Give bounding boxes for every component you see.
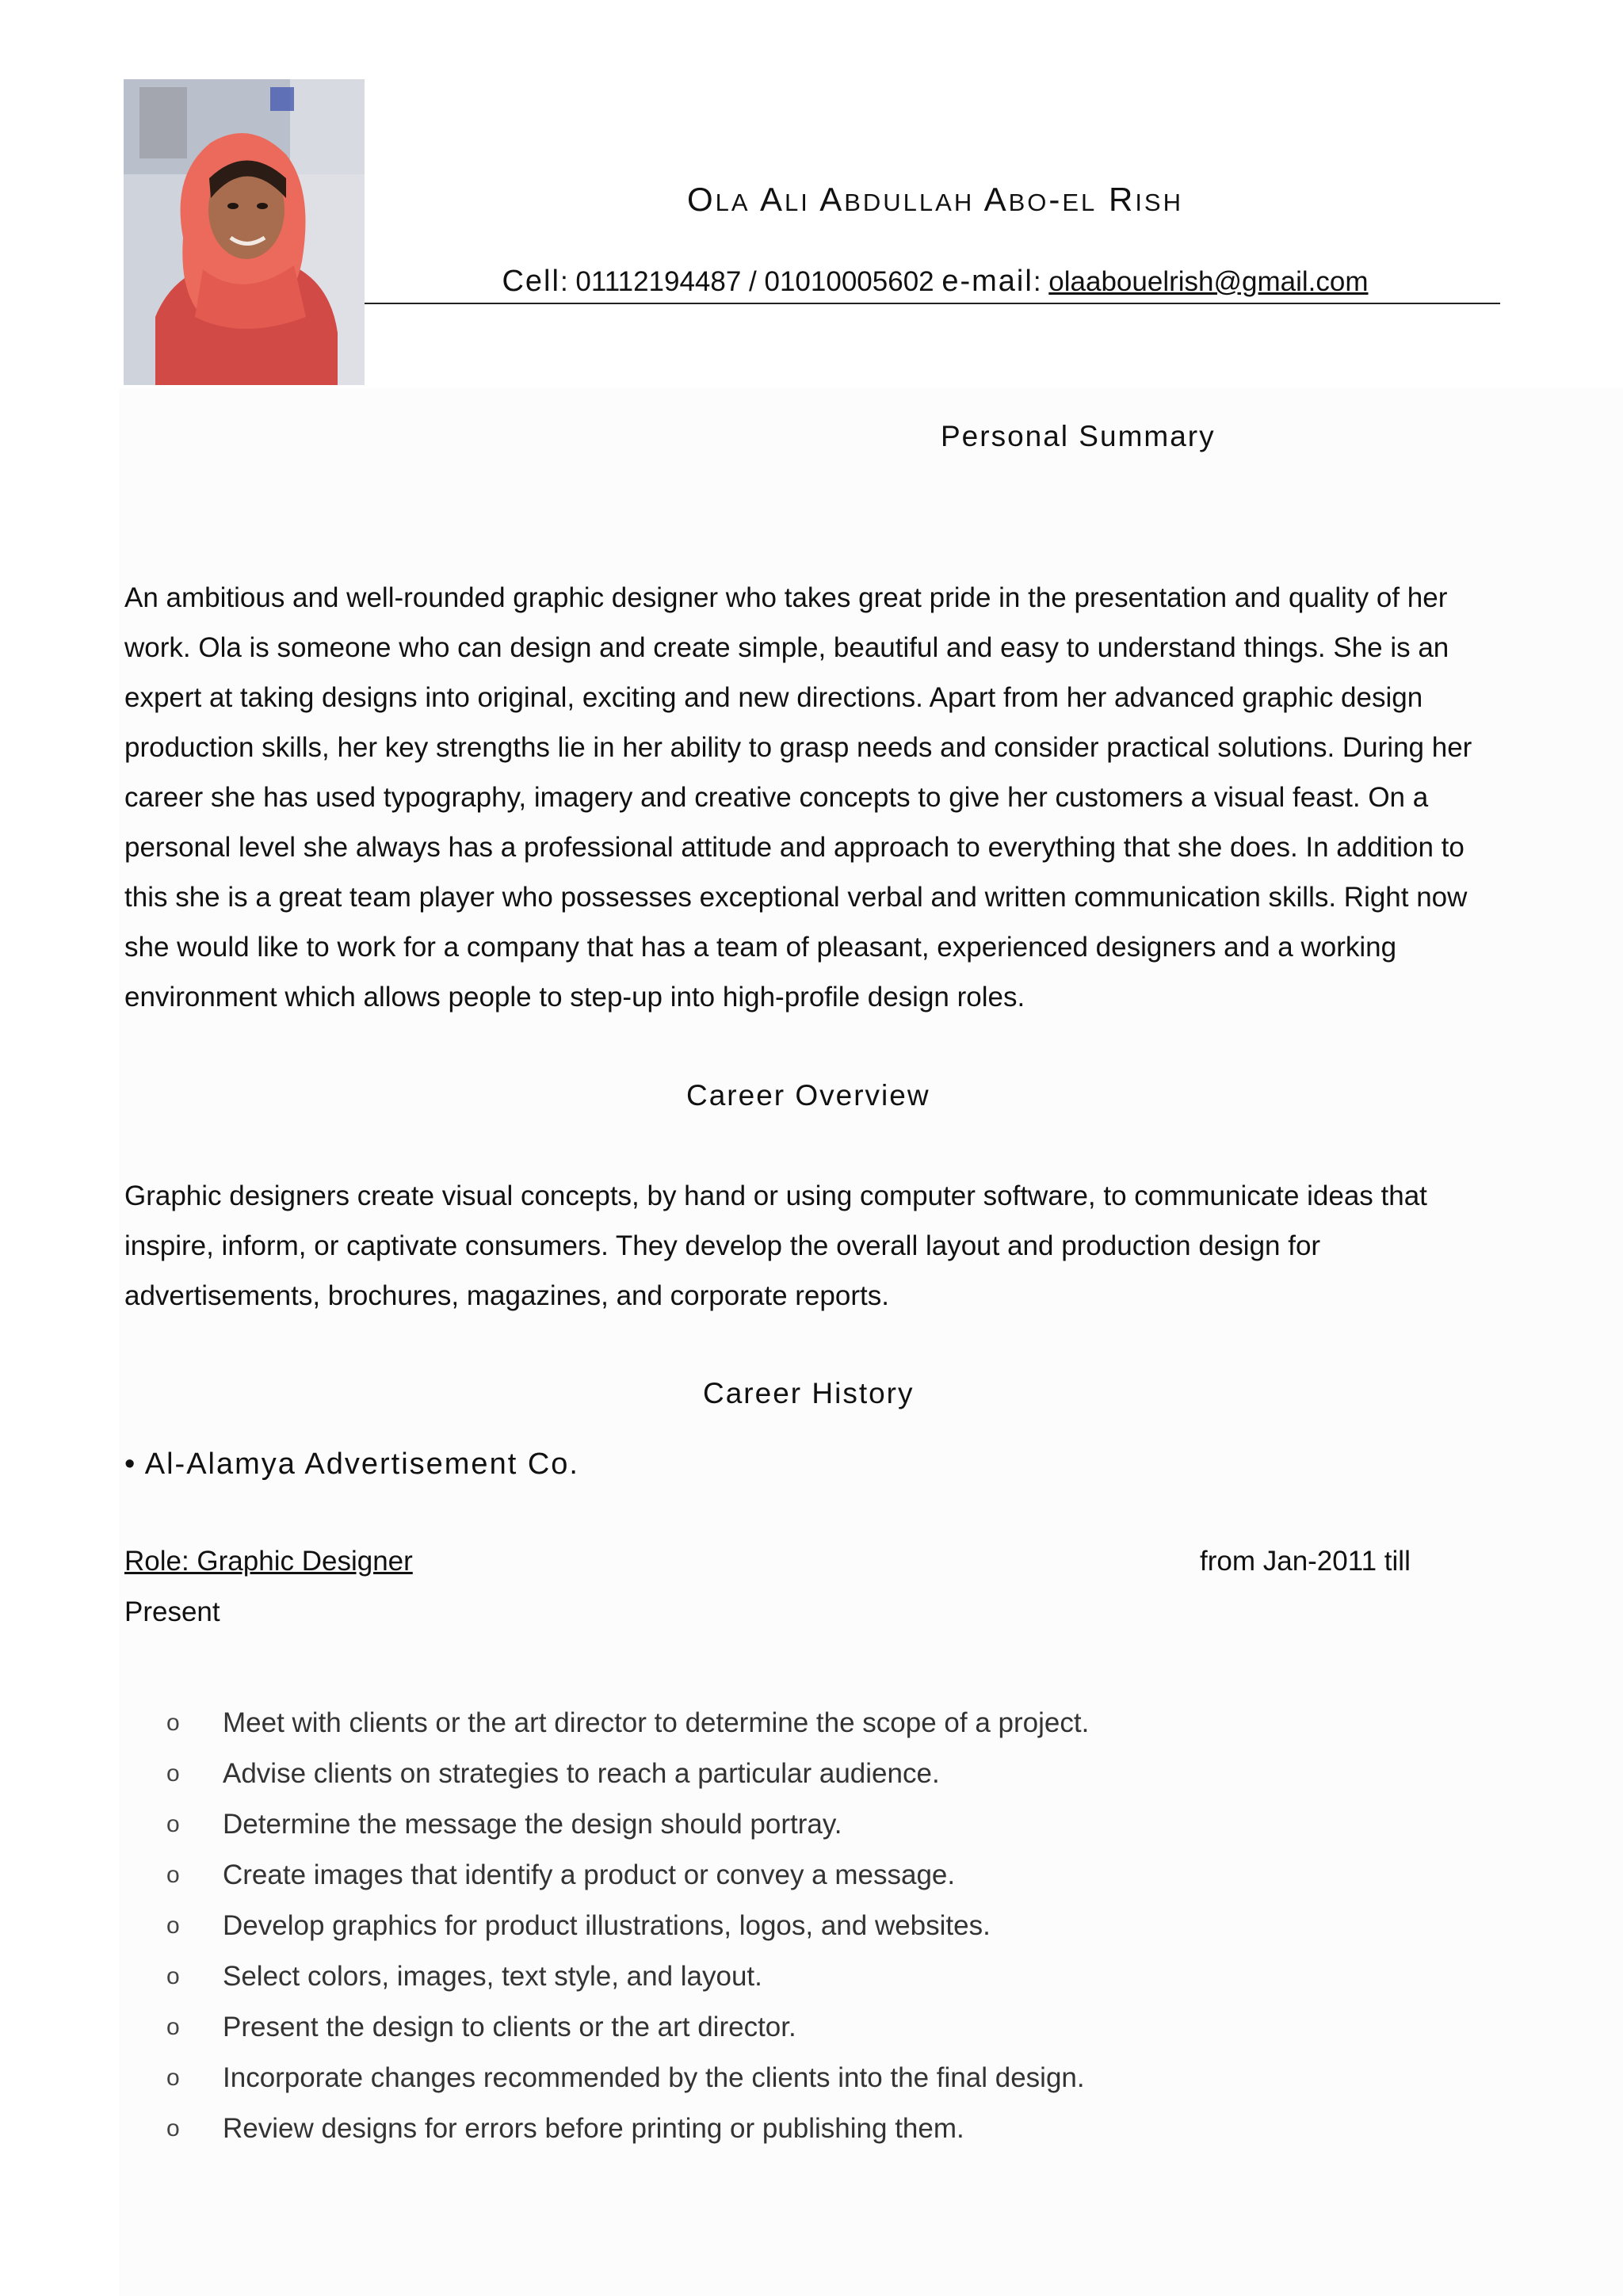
candidate-name <box>365 181 1506 219</box>
bullet-icon: o <box>166 1963 180 1989</box>
cell-label: Cell <box>502 265 560 298</box>
header-divider <box>365 303 1500 304</box>
list-item <box>166 2103 1514 2154</box>
list-item <box>166 1901 1514 1951</box>
duty-text: Create images that identify a product or convey a message. <box>223 1859 956 1890</box>
career-history-heading: Career History <box>703 1377 915 1409</box>
job-period-continued: Present <box>124 1596 220 1627</box>
duties-list <box>166 1698 1514 2154</box>
duty-text: Incorporate changes recommended by the clients into the final design. <box>223 2062 1085 2093</box>
bullet-icon: o <box>166 1913 180 1939</box>
duty-text: Develop graphics for product illustrations, logos, and websites. <box>223 1910 991 1941</box>
cell-value: 01112194487 / 01010005602 <box>575 266 934 297</box>
profile-photo-image <box>124 79 365 385</box>
career-overview-heading: Career Overview <box>686 1079 930 1112</box>
email-label: e-mail <box>941 265 1033 298</box>
career-overview-text: Graphic designers create visual concepts, by hand or using computer software, to communicate ideas that inspire, inform, or captivate consumers. They develop the overall layout and production design for advertisements, brochures, magazines, and corporate reports. <box>124 1180 1427 1311</box>
company-name: • Al-Alamya Advertisement Co. <box>124 1447 579 1481</box>
list-item <box>166 1698 1514 1749</box>
personal-summary-heading: Personal Summary <box>941 420 1216 452</box>
list-item <box>166 2002 1514 2053</box>
candidate-name-text: OLA ALI ABDULLAH ABO-EL RISH <box>687 181 1183 218</box>
personal-summary-text: An ambitious and well-rounded graphic designer who takes great pride in the presentation and quality of her work. Ola is someone who can design and create simple, beautiful and easy to understand things. She is an expert at taking designs into original, exciting and new directions. Apart from her advanced graphic design production skills, her key strengths lie in her ability to grasp needs and consider practical solutions. During her career she has used typography, imagery and creative concepts to give her customers a visual feast. On a personal level she always has a professional attitude and approach to everything that she does. In addition to this she is a great team player who possesses exceptional verbal and written communication skills. Right now she would like to work for a company that has a team of pleasant, experienced designers and a working environment which allows people to step-up into high-profile design roles. <box>124 582 1472 1013</box>
bullet-icon: o <box>166 1710 180 1736</box>
bullet-icon: o <box>166 1811 180 1837</box>
job-role: Role: Graphic Designer <box>124 1546 413 1577</box>
bullet-icon: o <box>166 2115 180 2142</box>
bullet-icon: o <box>166 2065 180 2091</box>
list-item <box>166 1749 1514 1799</box>
duty-text: Review designs for errors before printing or publishing them. <box>223 2113 964 2144</box>
duty-text: Advise clients on strategies to reach a particular audience. <box>223 1758 940 1789</box>
duty-text: Meet with clients or the art director to determine the scope of a project. <box>223 1707 1090 1738</box>
bullet-icon: o <box>166 2014 180 2040</box>
duty-text: Present the design to clients or the art director. <box>223 2012 796 2042</box>
email-link[interactable]: olaabouelrish@gmail.com <box>1048 266 1369 297</box>
duty-text: Select colors, images, text style, and layout. <box>223 1961 762 1992</box>
contact-line: Cell: 01112194487 / 01010005602 e-mail: olaabouelrish@gmail.com <box>502 265 1369 298</box>
list-item <box>166 2053 1514 2103</box>
bullet-icon: o <box>166 1760 180 1787</box>
list-item <box>166 1850 1514 1901</box>
duty-text: Determine the message the design should portray. <box>223 1809 842 1840</box>
list-item <box>166 1799 1514 1850</box>
bullet-icon: o <box>166 1862 180 1888</box>
list-item <box>166 1951 1514 2002</box>
job-period: from Jan-2011 till <box>1200 1546 1411 1577</box>
profile-photo <box>124 79 365 385</box>
